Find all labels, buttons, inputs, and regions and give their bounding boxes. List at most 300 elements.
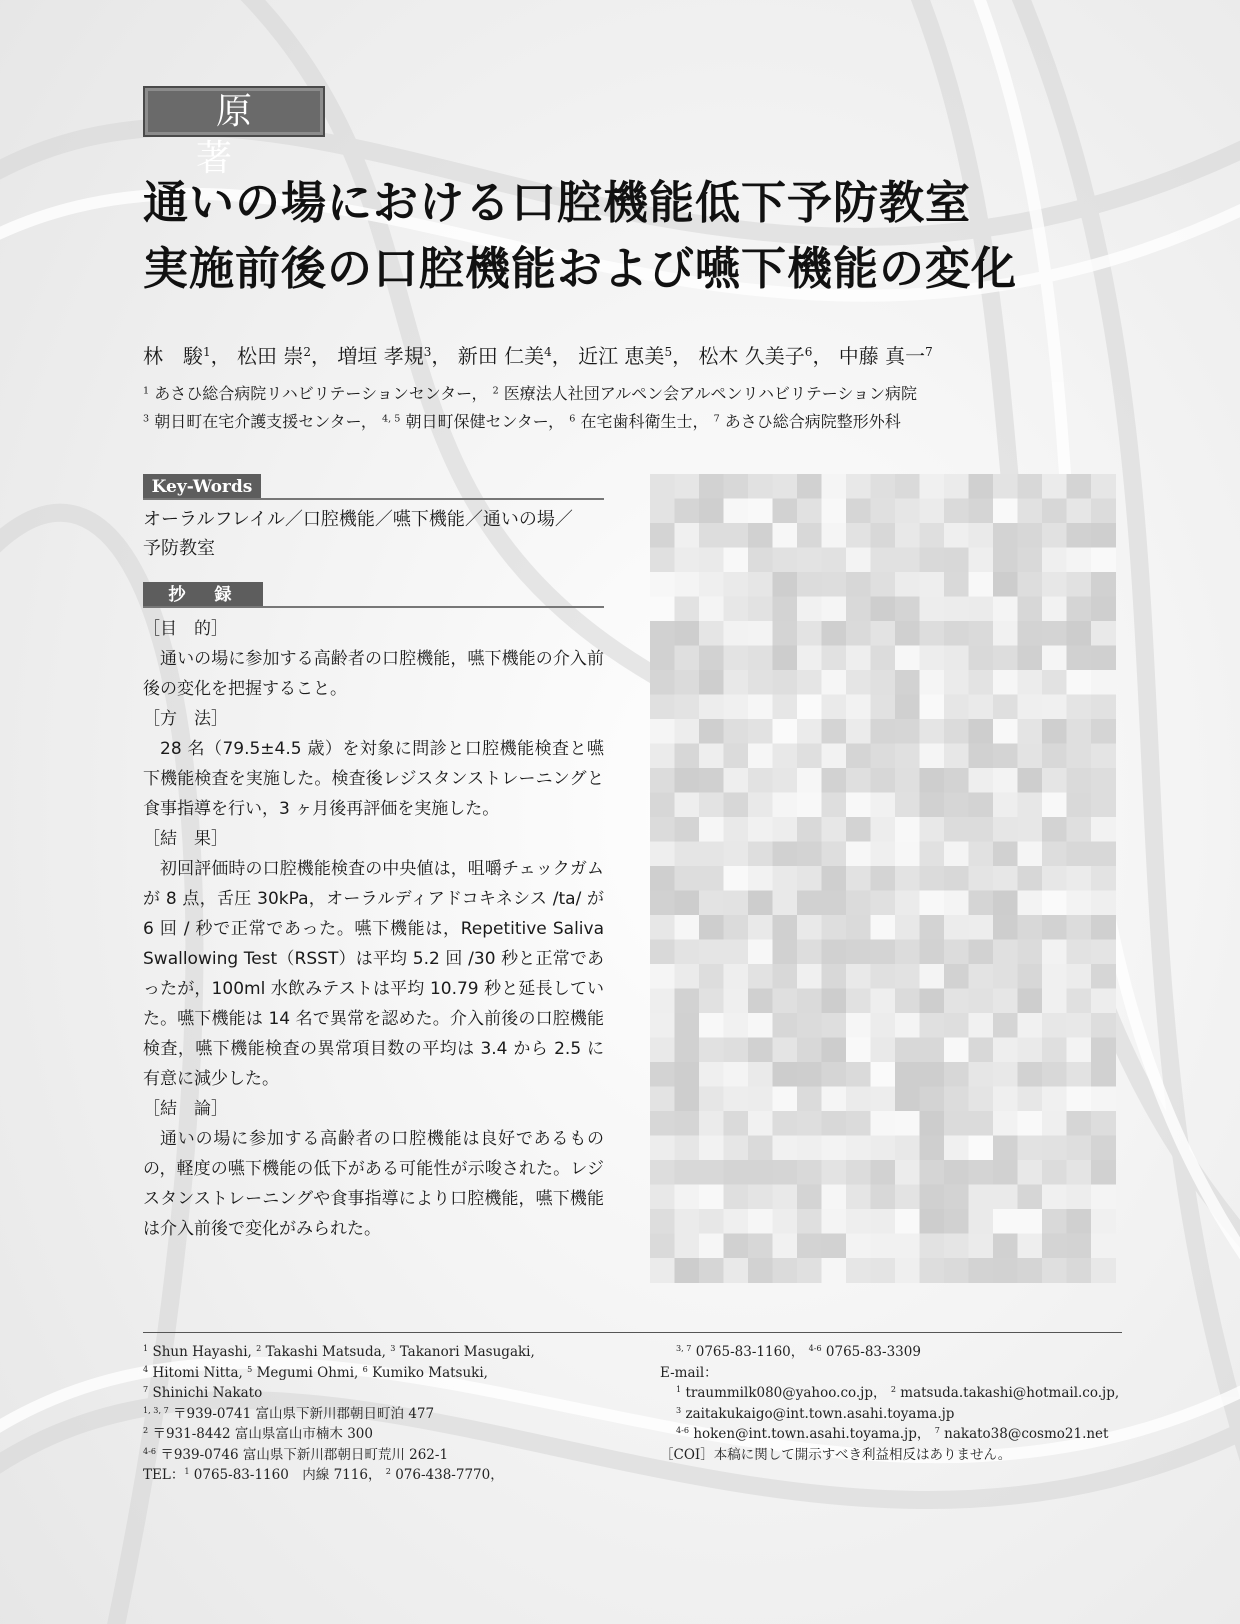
mosaic-tile	[944, 719, 969, 744]
mosaic-tile	[724, 1111, 749, 1136]
mosaic-tile	[1018, 964, 1043, 989]
mosaic-tile	[797, 621, 822, 646]
keywords-line-2: 予防教室	[143, 538, 215, 559]
mosaic-tile	[724, 817, 749, 842]
mosaic-tile	[1091, 940, 1116, 965]
mosaic-tile	[699, 1234, 724, 1259]
mosaic-tile	[773, 1038, 798, 1063]
mosaic-tile	[871, 1234, 896, 1259]
author: 林 駿$^1$	[143, 344, 211, 368]
mosaic-tile	[1091, 572, 1116, 597]
mosaic-tile	[895, 523, 920, 548]
mosaic-tile	[773, 1234, 798, 1259]
mosaic-tile	[895, 474, 920, 499]
mosaic-tile	[822, 548, 847, 573]
mosaic-tile	[748, 548, 773, 573]
mosaic-tile	[650, 940, 675, 965]
mosaic-tile	[1091, 817, 1116, 842]
footnotes-left	[143, 1342, 623, 1486]
mosaic-tile	[748, 670, 773, 695]
mosaic-tile	[993, 572, 1018, 597]
mosaic-tile	[944, 1038, 969, 1063]
mosaic-tile	[993, 744, 1018, 769]
mosaic-tile	[969, 940, 994, 965]
mosaic-tile	[773, 621, 798, 646]
mosaic-tile	[1042, 793, 1067, 818]
mosaic-tile	[797, 572, 822, 597]
mosaic-tile	[699, 793, 724, 818]
mosaic-tile	[650, 768, 675, 793]
mosaic-tile	[748, 866, 773, 891]
mosaic-tile	[748, 572, 773, 597]
mosaic-tile	[993, 597, 1018, 622]
mosaic-tile	[822, 1136, 847, 1161]
mosaic-tile	[1067, 572, 1092, 597]
mosaic-tile	[969, 1234, 994, 1259]
mosaic-tile	[871, 793, 896, 818]
mosaic-tile	[1067, 793, 1092, 818]
mosaic-tile	[1042, 695, 1067, 720]
mosaic-tile	[822, 1038, 847, 1063]
mosaic-tile	[846, 499, 871, 524]
mosaic-tile	[1067, 817, 1092, 842]
mosaic-tile	[724, 891, 749, 916]
mosaic-tile	[1018, 719, 1043, 744]
mosaic-tile	[748, 1136, 773, 1161]
mosaic-tile	[699, 695, 724, 720]
mosaic-tile	[895, 989, 920, 1014]
mosaic-tile	[1091, 1160, 1116, 1185]
mosaic-tile	[993, 1258, 1018, 1283]
mosaic-tile	[1042, 1234, 1067, 1259]
mosaic-tile	[748, 695, 773, 720]
mosaic-tile	[675, 964, 700, 989]
mosaic-tile	[846, 1111, 871, 1136]
mosaic-tile	[1042, 1087, 1067, 1112]
mosaic-tile	[1091, 474, 1116, 499]
mosaic-tile	[1067, 768, 1092, 793]
mosaic-tile	[944, 670, 969, 695]
affiliations	[143, 380, 1143, 436]
mosaic-tile	[895, 964, 920, 989]
mosaic-tile	[675, 793, 700, 818]
mosaic-tile	[699, 1136, 724, 1161]
mosaic-tile	[797, 793, 822, 818]
mosaic-tile	[773, 1136, 798, 1161]
mosaic-tile	[675, 1038, 700, 1063]
mosaic-tile	[748, 1111, 773, 1136]
mosaic-tile	[773, 842, 798, 867]
mosaic-tile	[773, 915, 798, 940]
mosaic-tile	[1067, 695, 1092, 720]
mosaic-tile	[920, 866, 945, 891]
mosaic-tile	[650, 597, 675, 622]
mosaic-tile	[822, 1185, 847, 1210]
mosaic-tile	[822, 989, 847, 1014]
mosaic-tile	[748, 1087, 773, 1112]
keywords-line-1: オーラルフレイル／口腔機能／嚥下機能／通いの場／	[143, 509, 573, 530]
mosaic-tile	[699, 670, 724, 695]
mosaic-tile	[822, 744, 847, 769]
mosaic-tile	[1042, 989, 1067, 1014]
mosaic-tile	[797, 548, 822, 573]
mosaic-tile	[797, 1234, 822, 1259]
mosaic-tile	[969, 1111, 994, 1136]
mosaic-tile	[846, 646, 871, 671]
mosaic-tile	[724, 768, 749, 793]
mosaic-tile	[1042, 891, 1067, 916]
mosaic-tile	[1042, 572, 1067, 597]
mosaic-tile	[822, 1013, 847, 1038]
mosaic-tile	[675, 866, 700, 891]
results-heading: ［結 果］	[143, 829, 228, 849]
mosaic-tile	[724, 1160, 749, 1185]
mosaic-tile	[920, 793, 945, 818]
method-heading: ［方 法］	[143, 709, 228, 729]
mosaic-tile	[846, 1013, 871, 1038]
mosaic-tile	[1018, 940, 1043, 965]
mosaic-tile	[871, 915, 896, 940]
mosaic-tile	[724, 744, 749, 769]
mosaic-tile	[920, 842, 945, 867]
mosaic-tile	[650, 817, 675, 842]
mosaic-tile	[993, 1111, 1018, 1136]
mosaic-tile	[699, 1013, 724, 1038]
mosaic-tile	[1018, 744, 1043, 769]
mosaic-tile	[699, 964, 724, 989]
mosaic-tile	[675, 842, 700, 867]
title-line-1: 通いの場における口腔機能低下予防教室	[143, 176, 972, 229]
mosaic-tile	[1091, 1185, 1116, 1210]
footnote-line: $^1$ Shun Hayashi, $^2$ Takashi Matsuda, $^3$ Takanori Masugaki,	[143, 1343, 535, 1360]
mosaic-tile	[675, 572, 700, 597]
mosaic-tile	[920, 964, 945, 989]
mosaic-tile	[1091, 597, 1116, 622]
mosaic-tile	[871, 621, 896, 646]
mosaic-tile	[1042, 1038, 1067, 1063]
mosaic-tile	[1091, 670, 1116, 695]
mosaic-tile	[1067, 646, 1092, 671]
mosaic-tile	[822, 474, 847, 499]
mosaic-tile	[699, 842, 724, 867]
mosaic-tile	[846, 621, 871, 646]
mosaic-tile	[724, 1062, 749, 1087]
mosaic-tile	[920, 695, 945, 720]
mosaic-tile	[724, 548, 749, 573]
mosaic-tile	[1067, 1209, 1092, 1234]
mosaic-tile	[797, 646, 822, 671]
mosaic-tile	[944, 1136, 969, 1161]
mosaic-tile	[1018, 915, 1043, 940]
mosaic-tile	[895, 915, 920, 940]
mosaic-tile	[699, 915, 724, 940]
mosaic-tile	[895, 621, 920, 646]
purpose-heading: ［目 的］	[143, 619, 228, 639]
mosaic-tile	[993, 523, 1018, 548]
mosaic-tile	[748, 474, 773, 499]
mosaic-tile	[944, 1258, 969, 1283]
mosaic-tile	[699, 474, 724, 499]
mosaic-tile	[773, 572, 798, 597]
footnote-line: $^{4-6}$ 〒939-0746 富山県下新川郡朝日町荒川 262-1	[143, 1445, 449, 1463]
mosaic-tile	[871, 817, 896, 842]
mosaic-tile	[944, 866, 969, 891]
mosaic-tile	[699, 719, 724, 744]
mosaic-tile	[797, 670, 822, 695]
mosaic-tile	[748, 891, 773, 916]
mosaic-tile	[895, 572, 920, 597]
mosaic-tile	[773, 695, 798, 720]
mosaic-tile	[993, 670, 1018, 695]
mosaic-tile	[675, 621, 700, 646]
mosaic-tile	[969, 719, 994, 744]
mosaic-tile	[675, 940, 700, 965]
mosaic-tile	[871, 1087, 896, 1112]
mosaic-tile	[822, 964, 847, 989]
mosaic-tile	[1018, 1185, 1043, 1210]
mosaic-tile	[871, 1136, 896, 1161]
footnote-line: $^7$ Shinichi Nakato	[143, 1384, 263, 1401]
mosaic-tile	[650, 964, 675, 989]
mosaic-tile	[969, 842, 994, 867]
mosaic-tile	[748, 1258, 773, 1283]
mosaic-tile	[822, 670, 847, 695]
mosaic-tile	[1042, 866, 1067, 891]
author: 増垣 孝規$^3$	[337, 344, 432, 368]
mosaic-tile	[797, 1013, 822, 1038]
mosaic-tile	[773, 1013, 798, 1038]
mosaic-tile	[650, 915, 675, 940]
mosaic-tile	[773, 1185, 798, 1210]
mosaic-tile	[650, 1111, 675, 1136]
mosaic-tile	[993, 940, 1018, 965]
mosaic-tile	[993, 719, 1018, 744]
mosaic-tile	[1042, 523, 1067, 548]
mosaic-tile	[920, 597, 945, 622]
mosaic-tile	[920, 719, 945, 744]
mosaic-tile	[773, 964, 798, 989]
mosaic-tile	[675, 1062, 700, 1087]
mosaic-tile	[1067, 1013, 1092, 1038]
author: 松田 崇$^2$	[237, 344, 311, 368]
mosaic-tile	[920, 548, 945, 573]
mosaic-tile	[1067, 1136, 1092, 1161]
mosaic-tile	[920, 817, 945, 842]
mosaic-tile	[797, 1111, 822, 1136]
mosaic-tile	[675, 1087, 700, 1112]
mosaic-tile	[846, 1062, 871, 1087]
mosaic-tile	[993, 548, 1018, 573]
mosaic-tile	[1042, 474, 1067, 499]
mosaic-tile	[1091, 1136, 1116, 1161]
mosaic-tile	[895, 940, 920, 965]
mosaic-tile	[724, 1136, 749, 1161]
mosaic-tile	[822, 1258, 847, 1283]
mosaic-tile	[846, 817, 871, 842]
mosaic-tile	[650, 1062, 675, 1087]
mosaic-tile	[871, 744, 896, 769]
mosaic-tile	[895, 499, 920, 524]
mosaic-tile	[993, 646, 1018, 671]
author: 中藤 真一$^7$	[838, 344, 933, 368]
pixelated-image	[650, 474, 1124, 1296]
mosaic-tile	[650, 1136, 675, 1161]
mosaic-tile	[920, 1234, 945, 1259]
mosaic-tile	[846, 842, 871, 867]
mosaic-tile	[797, 1258, 822, 1283]
mosaic-tile	[699, 866, 724, 891]
mosaic-tile	[993, 793, 1018, 818]
mosaic-tile	[724, 793, 749, 818]
mosaic-tile	[797, 1209, 822, 1234]
mosaic-tile	[724, 523, 749, 548]
mosaic-tile	[699, 646, 724, 671]
mosaic-tile	[797, 866, 822, 891]
mosaic-tile	[748, 964, 773, 989]
mosaic-tile	[944, 695, 969, 720]
mosaic-tile	[969, 1038, 994, 1063]
mosaic-tile	[650, 989, 675, 1014]
mosaic-tile	[846, 572, 871, 597]
mosaic-tile	[1067, 891, 1092, 916]
mosaic-tile	[1018, 842, 1043, 867]
mosaic-tile	[1091, 621, 1116, 646]
mosaic-tile	[650, 719, 675, 744]
mosaic-tile	[650, 1038, 675, 1063]
mosaic-tile	[1067, 719, 1092, 744]
mosaic-tile	[797, 915, 822, 940]
mosaic-tile	[1091, 1234, 1116, 1259]
mosaic-tile	[1042, 1258, 1067, 1283]
mosaic-tile	[1067, 1062, 1092, 1087]
mosaic-tile	[846, 670, 871, 695]
mosaic-tile	[650, 744, 675, 769]
mosaic-tile	[748, 1062, 773, 1087]
mosaic-tile	[1067, 866, 1092, 891]
mosaic-tile	[1042, 719, 1067, 744]
mosaic-tile	[650, 1258, 675, 1283]
mosaic-tile	[895, 548, 920, 573]
mosaic-tile	[822, 646, 847, 671]
mosaic-tile	[797, 744, 822, 769]
mosaic-tile	[773, 474, 798, 499]
mosaic-tile	[1018, 523, 1043, 548]
mosaic-tile	[871, 695, 896, 720]
mosaic-tile	[920, 1062, 945, 1087]
mosaic-tile	[724, 842, 749, 867]
mosaic-tile	[944, 1160, 969, 1185]
mosaic-tile	[1091, 1013, 1116, 1038]
mosaic-tile	[871, 891, 896, 916]
mosaic-tile	[650, 646, 675, 671]
mosaic-tile	[944, 621, 969, 646]
mosaic-tile	[993, 964, 1018, 989]
mosaic-tile	[1091, 842, 1116, 867]
mosaic-tile	[1067, 597, 1092, 622]
mosaic-tile	[1042, 1209, 1067, 1234]
mosaic-tile	[675, 915, 700, 940]
mosaic-tile	[822, 817, 847, 842]
mosaic-tile	[920, 474, 945, 499]
mosaic-tile	[699, 523, 724, 548]
mosaic-tile	[969, 1062, 994, 1087]
mosaic-tile	[724, 1013, 749, 1038]
mosaic-tile	[944, 989, 969, 1014]
mosaic-tile	[846, 695, 871, 720]
mosaic-tile	[724, 1087, 749, 1112]
mosaic-tile	[1018, 1062, 1043, 1087]
mosaic-tile	[773, 1087, 798, 1112]
mosaic-tile	[1042, 597, 1067, 622]
mosaic-tile	[822, 1111, 847, 1136]
mosaic-tile	[650, 1209, 675, 1234]
keywords-heading: Key-Words	[143, 474, 261, 500]
mosaic-tile	[748, 499, 773, 524]
mosaic-tile	[846, 1185, 871, 1210]
mosaic-tile	[724, 719, 749, 744]
mosaic-tile	[724, 1209, 749, 1234]
mosaic-tile	[944, 768, 969, 793]
mosaic-tile	[699, 1160, 724, 1185]
mosaic-tile	[724, 915, 749, 940]
mosaic-tile	[871, 523, 896, 548]
mosaic-tile	[724, 866, 749, 891]
mosaic-tile	[1018, 1209, 1043, 1234]
mosaic-tile	[993, 474, 1018, 499]
mosaic-tile	[846, 1087, 871, 1112]
mosaic-tile	[993, 842, 1018, 867]
mosaic-tile	[969, 523, 994, 548]
mosaic-tile	[871, 548, 896, 573]
mosaic-tile	[699, 597, 724, 622]
mosaic-tile	[920, 891, 945, 916]
mosaic-tile	[1018, 1013, 1043, 1038]
mosaic-tile	[969, 768, 994, 793]
mosaic-tile	[797, 768, 822, 793]
footnote-line: $^{1, 3, 7}$ 〒939-0741 富山県下新川郡朝日町泊 477	[143, 1404, 435, 1422]
mosaic-tile	[1018, 1258, 1043, 1283]
mosaic-tile	[1067, 1258, 1092, 1283]
mosaic-tile	[895, 744, 920, 769]
mosaic-tile	[675, 597, 700, 622]
mosaic-tile	[822, 768, 847, 793]
footnote-line: TEL：$^1$ 0765-83-1160 内線 7116， $^2$ 076-438-7770，	[143, 1466, 504, 1483]
mosaic-tile	[1042, 940, 1067, 965]
abstract-heading: 抄 録	[143, 582, 263, 608]
mosaic-tile	[1091, 499, 1116, 524]
method-text: 28 名（79.5±4.5 歳）を対象に問診と口腔機能検査と嚥下機能検査を実施した。検査後レジスタンストレーニングと食事指導を行い，3 ヶ月後再評価を実施した。	[143, 739, 604, 819]
mosaic-tile	[920, 1160, 945, 1185]
divider	[143, 498, 604, 500]
mosaic-tile	[895, 1185, 920, 1210]
mosaic-tile	[846, 891, 871, 916]
mosaic-tile	[993, 1209, 1018, 1234]
mosaic-tile	[724, 1258, 749, 1283]
mosaic-tile	[650, 1234, 675, 1259]
mosaic-tile	[650, 891, 675, 916]
mosaic-tile	[675, 744, 700, 769]
mosaic-tile	[871, 768, 896, 793]
footnote-line: $^{4-6}$ hoken@int.town.asahi.toyama.jp， $^7$ nakato38@cosmo21.net	[676, 1425, 1109, 1442]
affiliation-line-1: $^1$ あさひ総合病院リハビリテーションセンター， $^2$ 医療法人社団アルペン会アルペンリハビリテーション病院	[143, 384, 918, 403]
mosaic-tile	[920, 768, 945, 793]
mosaic-tile	[748, 621, 773, 646]
mosaic-tile	[969, 621, 994, 646]
mosaic-tile	[969, 744, 994, 769]
mosaic-tile	[969, 793, 994, 818]
mosaic-tile	[773, 768, 798, 793]
mosaic-tile	[1091, 1038, 1116, 1063]
